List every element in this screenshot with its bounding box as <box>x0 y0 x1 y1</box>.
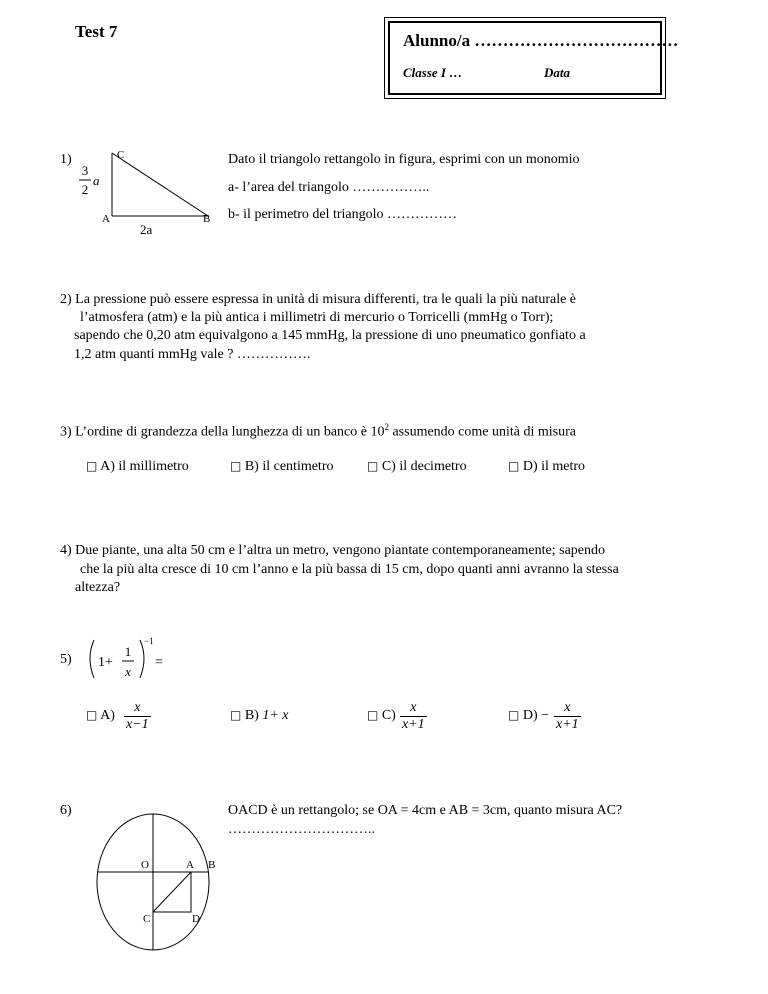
q3-option-c-label: C) il decimetro <box>381 459 467 474</box>
q5-option-d[interactable] <box>508 708 549 724</box>
q5-option-a-fraction <box>124 700 151 733</box>
q5-option-a[interactable] <box>86 708 115 724</box>
q5-option-a-label: A) <box>100 708 115 723</box>
date-label: Data <box>544 65 570 80</box>
label-b: B <box>208 859 216 871</box>
checkbox-icon[interactable]: □ <box>230 708 242 722</box>
checkbox-icon[interactable]: □ <box>508 459 520 473</box>
q5-expr-equals: = <box>155 655 163 670</box>
q1-part-a: a- l’area del triangolo …………….. <box>228 180 430 195</box>
q2-line-3: sapendo che 0,20 atm equivalgono a 145 mmHg, la pressione di uno pneumatico gonfiato a <box>74 328 586 343</box>
student-name-label: Alunno/a ……………………………… <box>403 31 679 50</box>
q5-option-a-denominator: x−1 <box>126 717 149 732</box>
q3-option-d-label: D) il metro <box>522 459 586 474</box>
q6-number: 6) <box>60 803 72 818</box>
q5-option-c-label: C) <box>381 708 396 723</box>
vertex-c-label: C <box>117 149 125 161</box>
q5-expr-one-plus: 1+ <box>98 655 113 670</box>
q1-number: 1) <box>60 152 72 167</box>
q5-option-b[interactable] <box>230 708 289 724</box>
q5-option-c-numerator: x <box>400 700 427 717</box>
q1-intro: Dato il triangolo rettangolo in figura, esprimi con un monomio <box>228 152 580 167</box>
student-info-box-inner <box>388 21 679 95</box>
checkbox-icon[interactable]: □ <box>367 708 379 722</box>
label-o: O <box>141 859 149 871</box>
q5-option-d-fraction <box>554 700 581 733</box>
q5-option-d-label: D) <box>522 708 538 723</box>
q6-circle-figure <box>95 808 230 968</box>
q3-option-b[interactable] <box>230 459 334 475</box>
q2-line-4: 1,2 atm quanti mmHg vale ? ……………. <box>74 347 311 362</box>
q5-option-c-fraction <box>400 700 427 733</box>
q5-expr-exponent: −1 <box>144 636 154 646</box>
q5-option-b-expression: 1+ x <box>262 708 289 723</box>
triangle-side-cb <box>112 153 208 216</box>
q2-line-1: 2) La pressione può essere espressa in unità di misura differenti, tra le quali la più naturale è <box>60 292 577 307</box>
q3-option-a-label: A) il millimetro <box>100 459 189 474</box>
q3-option-a[interactable] <box>86 459 189 475</box>
q3-exponent: 2 <box>384 422 389 432</box>
label-a: A <box>186 859 194 871</box>
checkbox-icon[interactable]: □ <box>86 708 98 722</box>
height-variable: a <box>93 173 100 188</box>
q3-text-before: 3) L’ordine di grandezza della lunghezza di un banco è 10 <box>60 424 385 440</box>
checkbox-icon[interactable]: □ <box>86 459 98 473</box>
q5-option-a-numerator: x <box>124 700 151 717</box>
checkbox-icon[interactable]: □ <box>230 459 242 473</box>
q4-line-2: che la più alta cresce di 10 cm l’anno e la più bassa di 15 cm, dopo quanti anni avranno la stessa <box>80 562 619 577</box>
q6-line-2: ………………………….. <box>228 822 375 837</box>
vertex-b-label: B <box>203 213 211 225</box>
q5-expr-denominator: x <box>125 664 131 679</box>
class-label: Classe I … <box>403 65 463 80</box>
base-label: 2a <box>140 222 153 237</box>
q5-option-d-sign: − <box>541 708 550 723</box>
q4-line-3: altezza? <box>75 580 121 595</box>
q1-triangle-figure <box>60 140 230 245</box>
vertex-a-label: A <box>102 213 110 225</box>
test-title: Test 7 <box>75 22 118 41</box>
q5-option-d-numerator: x <box>554 700 581 717</box>
q5-option-c[interactable] <box>367 708 396 724</box>
q3-option-d[interactable] <box>508 459 585 475</box>
q5-number: 5) <box>60 652 72 667</box>
q4-line-1: 4) Due piante, una alta 50 cm e l’altra un metro, vengono piantate contemporaneamente; sapendo <box>60 543 606 558</box>
student-info-box <box>384 17 679 99</box>
q5-option-b-label: B) <box>244 708 259 723</box>
q5-option-c-denominator: x+1 <box>402 717 425 732</box>
q1-part-b: b- il perimetro del triangolo …………… <box>228 207 458 222</box>
left-paren <box>90 640 94 678</box>
label-c: C <box>143 913 151 925</box>
q3-option-c[interactable] <box>367 459 467 475</box>
q3-text-after: assumendo come unità di misura <box>388 424 576 440</box>
q5-expr-numerator: 1 <box>124 644 132 659</box>
checkbox-icon[interactable]: □ <box>508 708 520 722</box>
q2-line-2: l’atmosfera (atm) e la più antica i millimetri di mercurio o Torricelli (mmHg o Torr); <box>80 310 554 325</box>
q5-expression <box>84 634 164 686</box>
q3-text <box>60 422 576 441</box>
checkbox-icon[interactable]: □ <box>367 459 379 473</box>
q5-option-d-denominator: x+1 <box>556 717 579 732</box>
label-d: D <box>192 913 200 925</box>
diagonal-ac <box>153 872 191 912</box>
q3-option-b-label: B) il centimetro <box>244 459 334 474</box>
height-denominator: 2 <box>81 182 89 197</box>
height-numerator: 3 <box>81 163 89 178</box>
q6-line-1: OACD è un rettangolo; se OA = 4cm e AB = 3cm, quanto misura AC? <box>228 803 623 818</box>
